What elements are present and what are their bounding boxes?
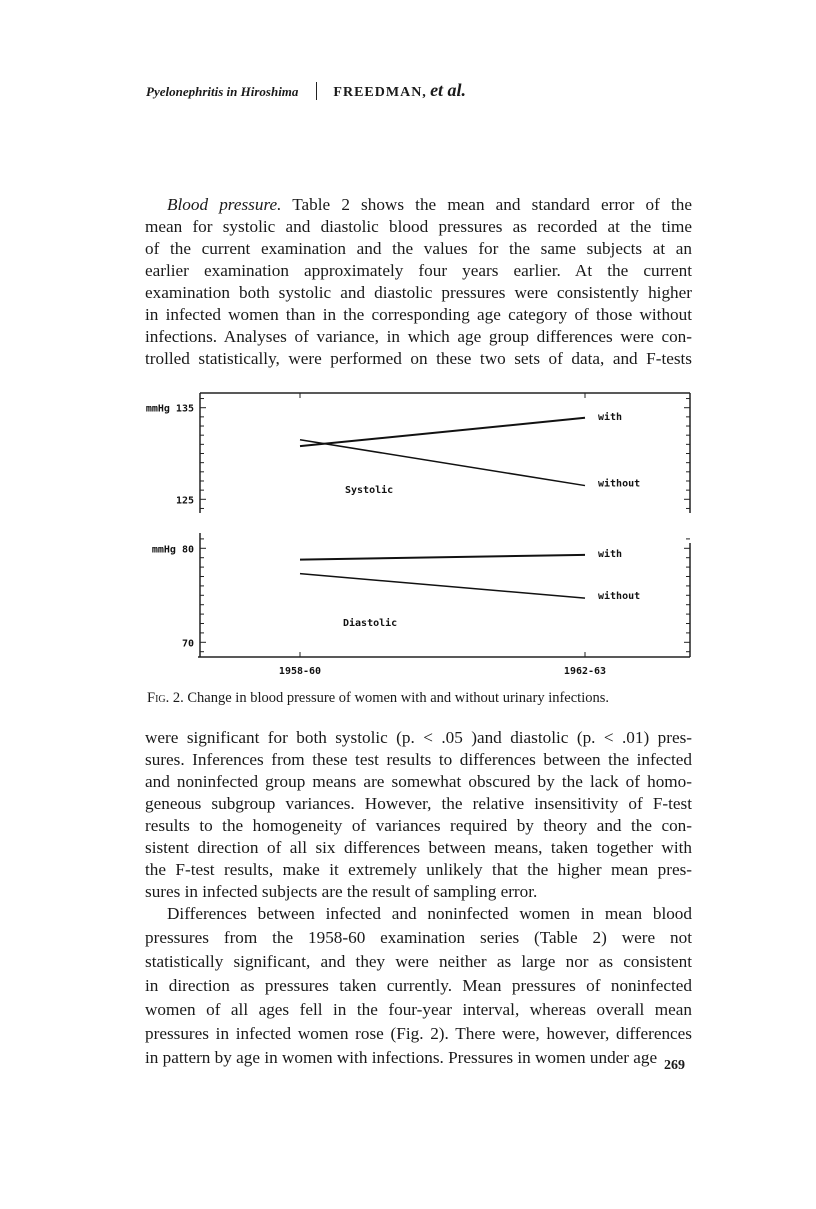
paragraph-differences: [145, 903, 692, 1071]
panel-title: Systolic: [345, 485, 394, 496]
text-line: in pattern by age in women with infections. Pressures in women under age: [145, 1048, 658, 1067]
text-line: of the current examination and the values for the same subjects at an: [145, 239, 692, 258]
text-line: statistically significant, and they were neither as large nor as consistent: [145, 952, 692, 971]
y-tick-label: mmHg 135: [145, 403, 194, 415]
series-label: without: [598, 591, 641, 603]
text-line: were significant for both systolic (p. < .05 )and diastolic (p. < .01) pres-: [145, 728, 692, 747]
authors: FREEDMAN,: [333, 85, 427, 100]
y-tick-label: mmHg 80: [151, 544, 194, 556]
figure-label: Fig. 2.: [147, 690, 184, 706]
panel-title: Diastolic: [343, 618, 398, 629]
text-line: trolled statistically, were performed on these two sets of data, and F-tests: [145, 349, 692, 368]
text-line: results to the homogeneity of variances required by theory and the con-: [145, 816, 692, 835]
series-label: with: [598, 411, 623, 423]
series-line-without: [300, 440, 585, 486]
text-line: mean for systolic and diastolic blood pressures as recorded at the time: [145, 217, 692, 236]
text-run: Table 2 shows the mean and standard error of the: [281, 195, 692, 214]
text-line: infections. Analyses of variance, in which age group differences were con-: [145, 327, 692, 346]
text-line: the F-test results, make it extremely unlikely that the higher mean pres-: [145, 860, 692, 879]
text-line: sures in infected subjects are the result of sampling error.: [145, 882, 538, 901]
text-line: sures. Inferences from these test results to differences between the infected: [145, 750, 692, 769]
text-line: earlier examination approximately four years earlier. At the current: [145, 261, 692, 280]
text-line: in infected women than in the corresponding age category of those without: [145, 305, 692, 324]
text-line: Differences between infected and noninfected women in mean blood: [167, 904, 692, 923]
series-line-with: [300, 555, 585, 560]
x-tick-label: 1962-63: [563, 666, 607, 677]
series-line-without: [300, 574, 585, 598]
text-line: and noninfected group means are somewhat obscured by the lack of homo-: [145, 772, 692, 791]
figure-caption: [147, 690, 609, 707]
run-in-heading: Blood pressure.: [167, 195, 282, 214]
text-line: geneous subgroup variances. However, the relative insensitivity of F-test: [145, 794, 692, 813]
text-line: women of all ages fell in the four-year interval, whereas overall mean: [145, 1000, 692, 1019]
x-tick-label: 1958-60: [278, 666, 322, 677]
running-title: Pyelonephritis in Hiroshima: [146, 84, 299, 99]
y-tick-label: 70: [181, 638, 194, 650]
text-line: in direction as pressures taken currently. Mean pressures of noninfected: [145, 976, 692, 995]
series-label: without: [598, 478, 641, 490]
y-tick-label: 125: [175, 495, 194, 507]
text-line: sistent direction of all six differences between means, taken together with: [145, 838, 692, 857]
caption-text: Change in blood pressure of women with and without urinary infections.: [183, 690, 610, 706]
page-number: 269: [664, 1058, 685, 1073]
text-line: examination both systolic and diastolic pressures were consistently higher: [145, 283, 692, 302]
series-label: with: [598, 548, 623, 560]
text-line: pressures in infected women rose (Fig. 2). There were, however, differences: [145, 1024, 692, 1043]
text-line: pressures from the 1958-60 examination series (Table 2) were not: [145, 928, 692, 947]
series-line-with: [300, 418, 585, 446]
et-al: et al.: [430, 80, 467, 100]
paragraph-significance: [145, 727, 692, 903]
